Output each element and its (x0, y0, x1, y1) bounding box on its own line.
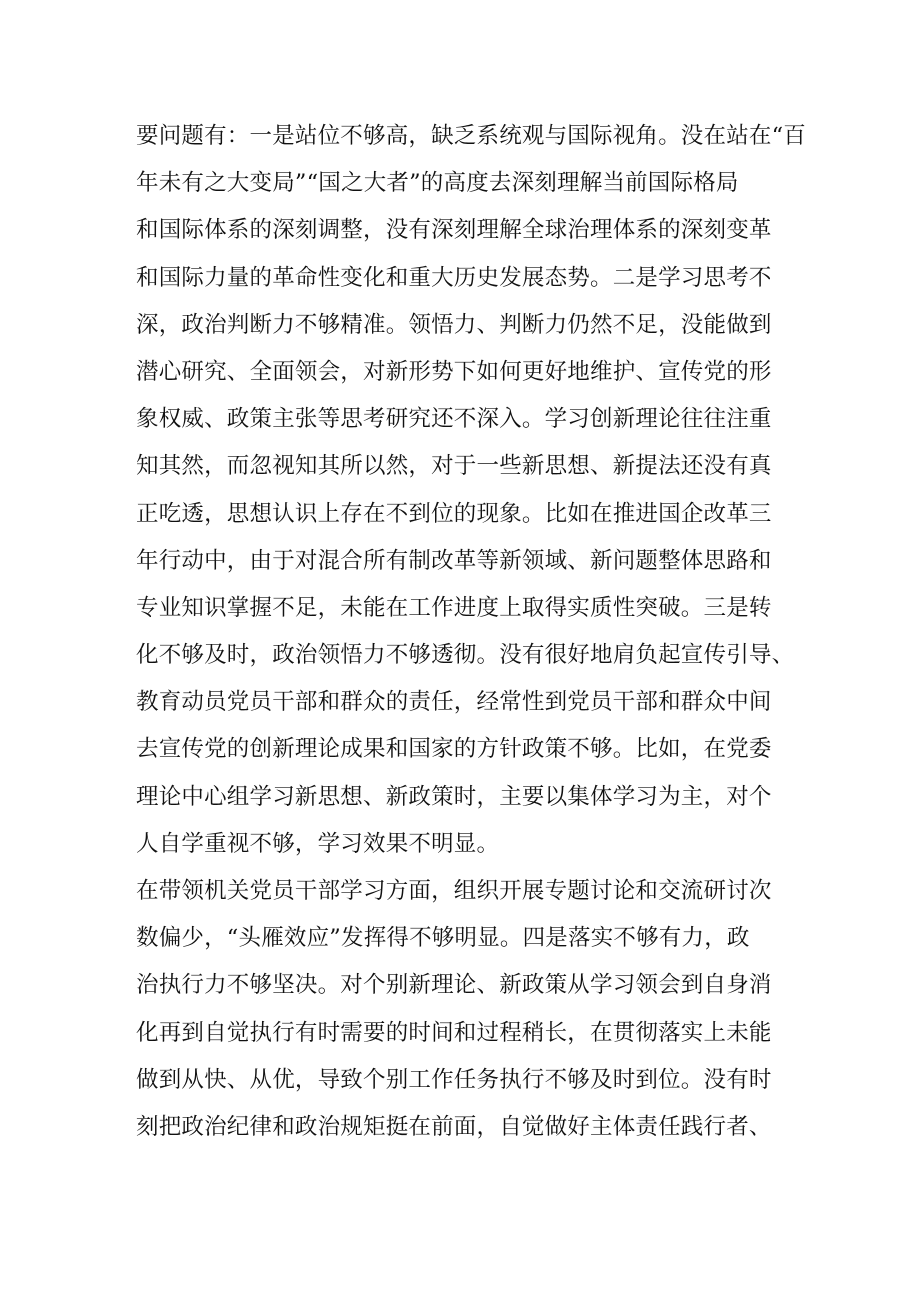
text-line: 专业知识掌握不足，未能在工作进度上取得实质性突破。三是转 (136, 594, 772, 621)
text-line: 和国际体系的深刻调整，没有深刻理解全球治理体系的深刻变革 (136, 217, 772, 244)
text-line: 象权威、政策主张等思考研究还不深入。学习创新理论往往注重 (136, 406, 772, 433)
text-line: 教育动员党员干部和群众的责任，经常性到党员干部和群众中间 (136, 689, 772, 716)
text-line: 要问题有：一是站位不够高，缺乏系统观与国际视角。没在站在“百 (136, 123, 807, 149)
text-line: 数偏少，“头雁效应”发挥得不够明显。四是落实不够有力，政 (136, 925, 750, 952)
text-line: 年行动中，由于对混合所有制改革等新领域、新问题整体思路和 (136, 547, 772, 574)
text-line: 理论中心组学习新思想、新政策时，主要以集体学习为主，对个 (136, 783, 772, 810)
body-text (136, 113, 816, 1151)
text-line: 潜心研究、全面领会，对新形势下如何更好地维护、宣传党的形 (136, 358, 772, 385)
text-line: 和国际力量的革命性变化和重大历史发展态势。二是学习思考不 (136, 264, 772, 291)
text-line: 化不够及时，政治领悟力不够透彻。没有很好地肩负起宣传引导、 (136, 642, 795, 669)
text-line: 在带领机关党员干部学习方面，组织开展专题讨论和交流研讨次 (136, 878, 772, 904)
text-line: 年未有之大变局”“国之大者”的高度去深刻理解当前国际格局 (136, 170, 739, 197)
text-line: 人自学重视不够，学习效果不明显。 (136, 830, 500, 857)
text-line: 化再到自觉执行有时需要的时间和过程稍长，在贯彻落实上未能 (136, 1019, 772, 1046)
text-line: 刻把政治纪律和政治规矩挺在前面，自觉做好主体责任践行者、 (136, 1113, 772, 1140)
text-line: 去宣传党的创新理论成果和国家的方针政策不够。比如，在党委 (136, 736, 772, 763)
text-line: 正吃透，思想认识上存在不到位的现象。比如在推进国企改革三 (136, 500, 772, 527)
text-line: 做到从快、从优，导致个别工作任务执行不够及时到位。没有时 (136, 1066, 772, 1093)
text-line: 治执行力不够坚决。对个别新理论、新政策从学习领会到自身消 (136, 972, 772, 999)
text-line: 知其然，而忽视知其所以然，对于一些新思想、新提法还没有真 (136, 453, 772, 480)
text-line: 深，政治判断力不够精准。领悟力、判断力仍然不足，没能做到 (136, 311, 772, 338)
